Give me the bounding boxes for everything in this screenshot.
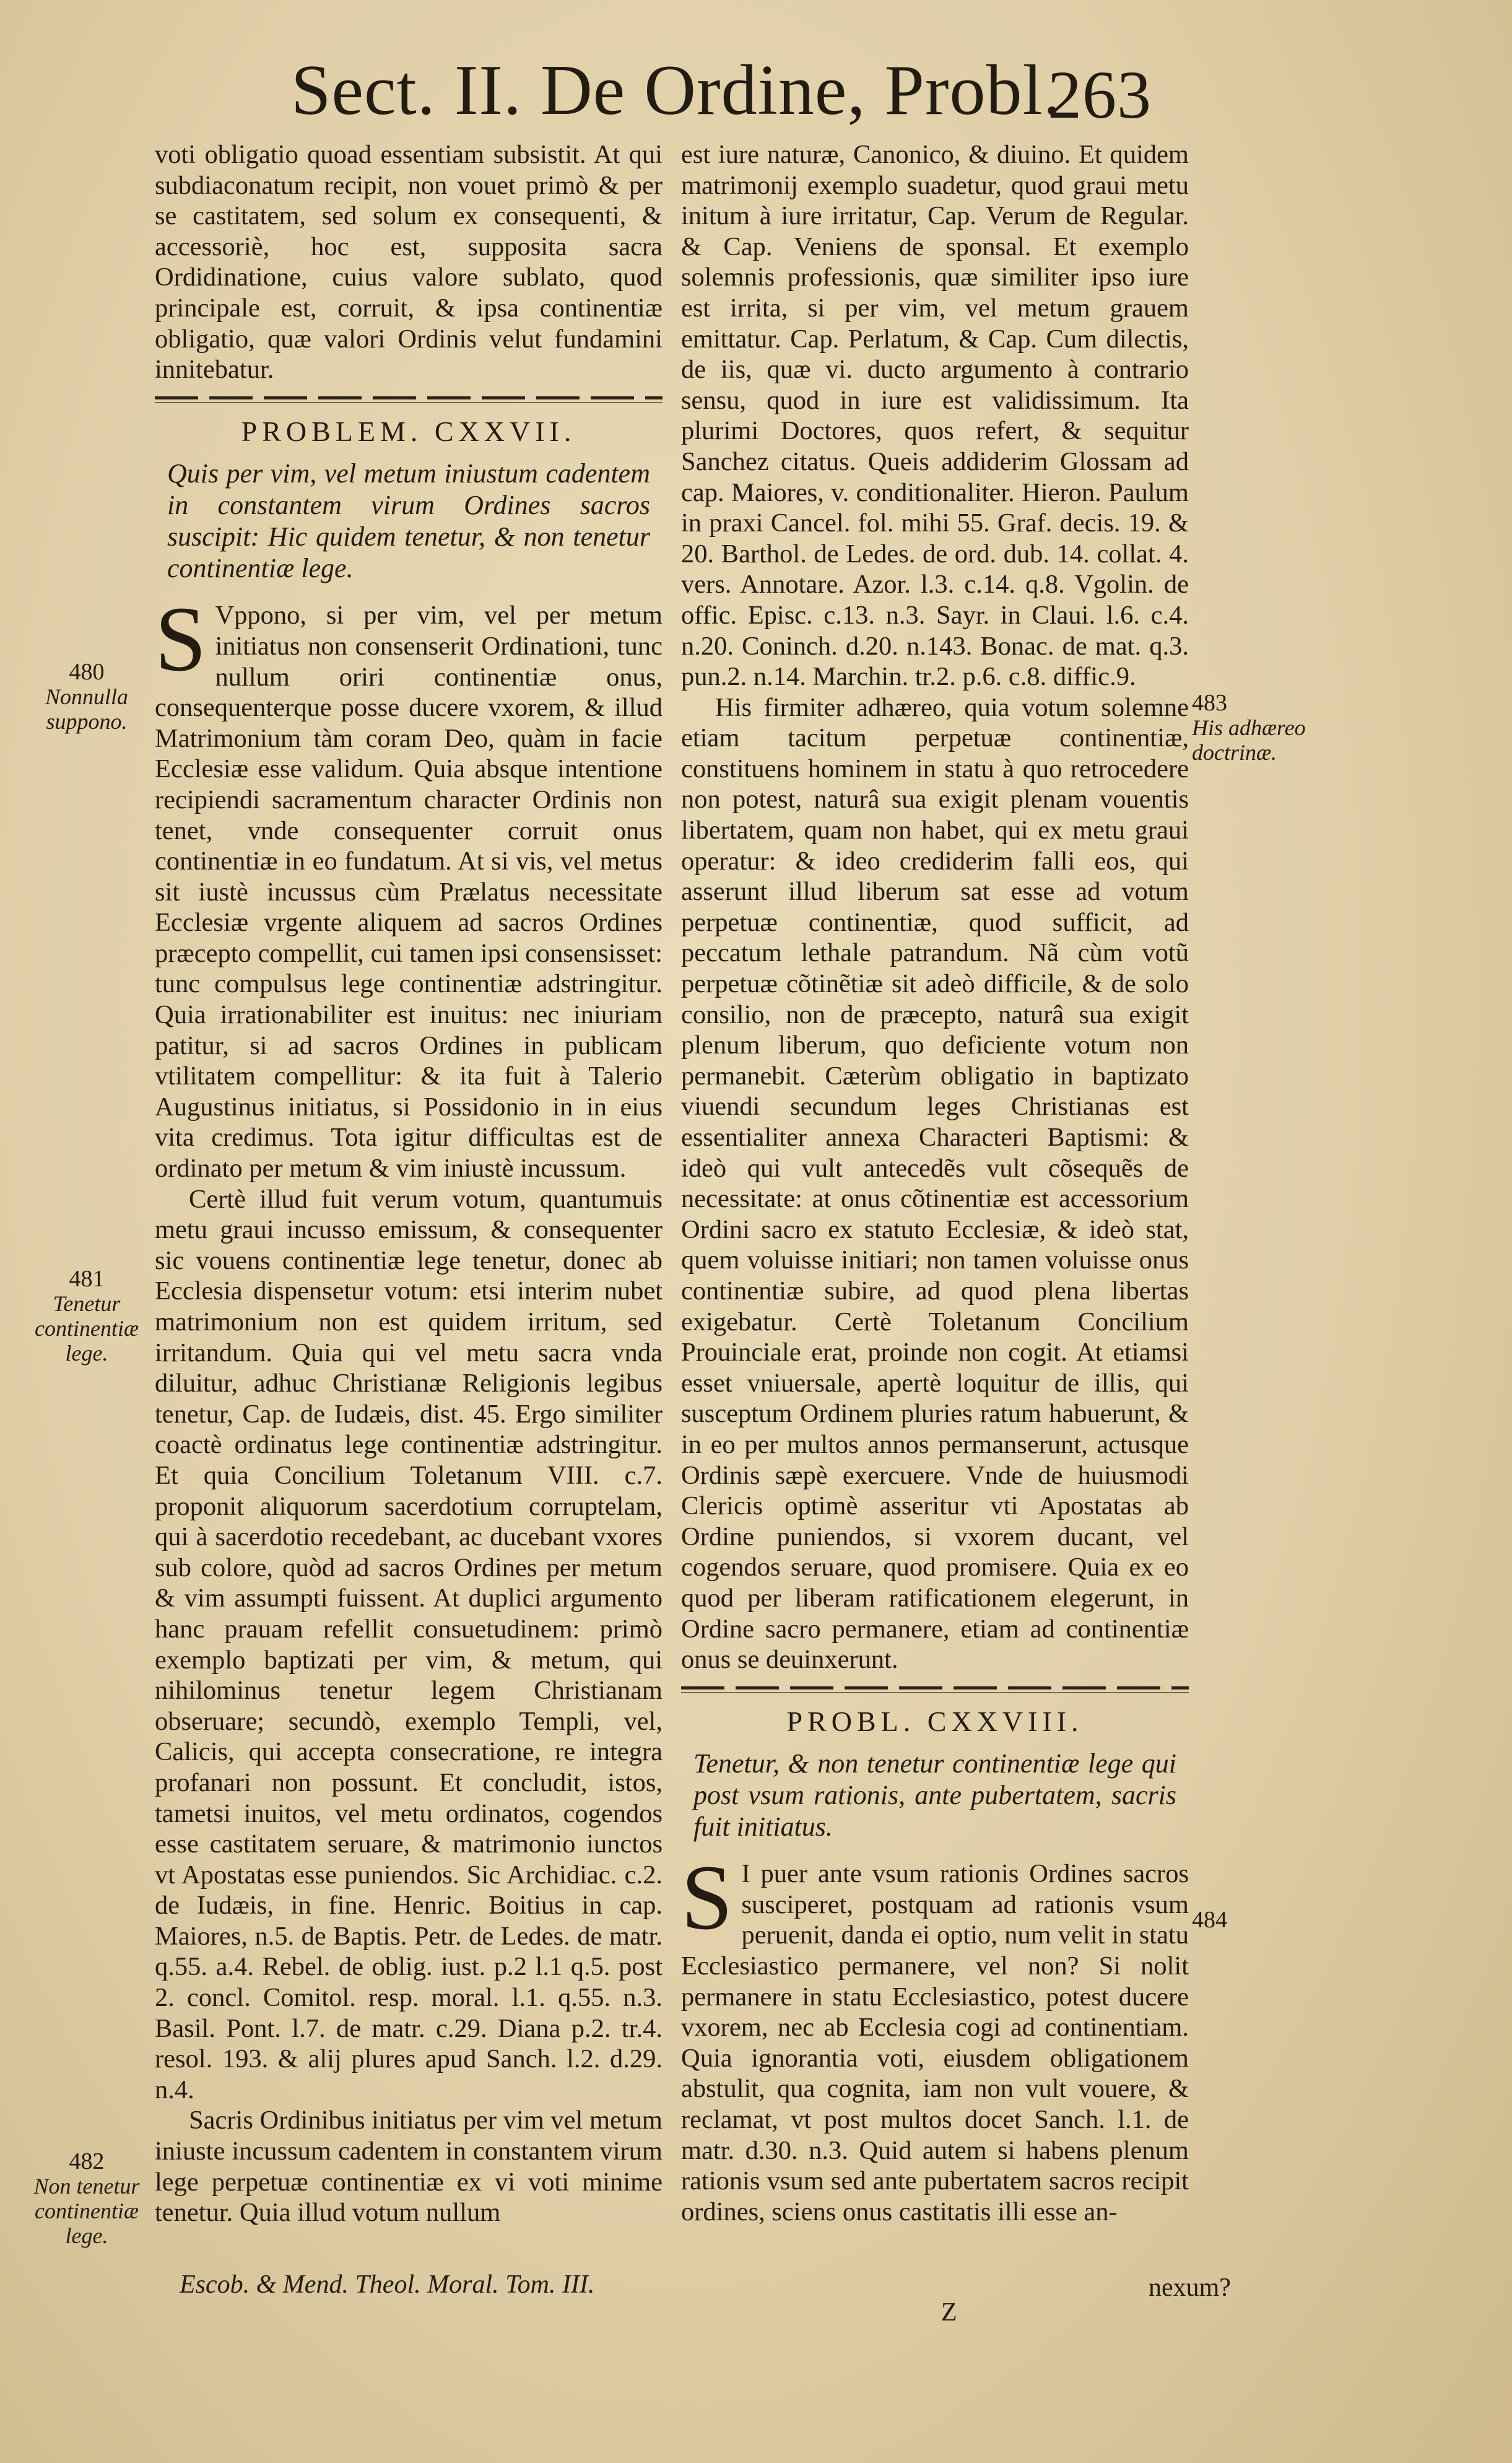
- margin-note-number: 481: [69, 1266, 105, 1292]
- margin-note-text: Nonnulla suppono.: [45, 684, 128, 734]
- left-column: [155, 139, 663, 2228]
- section-divider: [155, 391, 663, 406]
- margin-note-text: Non tenetur continentiæ lege.: [33, 2174, 140, 2248]
- drop-cap: S: [681, 1846, 733, 1950]
- margin-note: [25, 1266, 149, 1366]
- margin-note-text: His adhæreo doctrinæ.: [1192, 715, 1306, 765]
- footer-signature: Escob. & Mend. Theol. Moral. Tom. III.: [180, 2270, 595, 2299]
- drop-cap: S: [155, 588, 207, 691]
- margin-note-number: 482: [69, 2148, 105, 2174]
- running-head: [291, 37, 1195, 142]
- problem-summary: Tenetur, & non tenetur continentiæ lege qui post vsum rationis, ante pubertatem, sacris fuit initiatus.: [693, 1748, 1176, 1842]
- right-column: [681, 139, 1189, 2227]
- paragraph-continued: voti obligatio quoad essentiam subsistit. At qui subdiaconatum recipit, non vouet primò & per se castitatem, sed solum ex consequenti, & accessoriè, hoc est, supposita sacra Ordidinatione, cuius valore sublato, quod principale est, corruit, & ipsa continentiæ obligatio, quæ valori Ordinis velut fundamini innitebatur.: [155, 140, 663, 385]
- problem-summary: Quis per vim, vel metum iniustum cadentem in constantem virum Ordines sacros suscipit: Hic quidem tenetur, & non tenetur continentiæ lege.: [167, 458, 650, 584]
- problem-heading: PROBL. CXXVIII.: [786, 1705, 1084, 1737]
- paragraph-text: Vppono, si per vim, vel per metum initiatus non consenserit Ordinationi, tunc nullum oriri continentiæ onus, consequenterque posse ducere vxorem, & illud Matrimonium tàm coram Deo, quàm in facie Ecclesiæ esse validum. Quia absque intentione recipiendi sacramentum character Ordinis non tenet, vnde consequenter corruit onus continentiæ in eo fundatum. At si vis, vel metus sit iustè incussus cùm Prælatus necessitate Ecclesiæ vrgente aliquem ad sacros Ordines præcepto compellit, cui tamen ipsi consensisset: tunc compulsus lege continentiæ adstringitur. Quia irrationabiliter est inuitus: nec iniuriam patitur, si ad sacros Ordines in publicam vtilitatem compellitur: & ita fuit à Talerio Augustinus initiatus, si Possidonio in in eius vita credimus. Tota igitur difficultas est de ordinato per metum & vim iniustè incussum.: [155, 601, 663, 1184]
- paragraph: [155, 588, 663, 1184]
- running-head-title: Sect. II. De Ordine, Probl.: [291, 51, 1062, 130]
- paragraph-continued: est iure naturæ, Canonico, & diuino. Et quidem matrimonij exemplo suadetur, quod graui metu initum à iure irritatur, Cap. Verum de Regular. & Cap. Veniens de sponsal. Et exemplo solemnis professionis, quæ similiter ipso iure est irrita, si per vim, vel metum grauem emittatur. Cap. Perlatum, & Cap. Cum dilectis, de iis, quæ vi. ducto argumento à contrario sensu, quod in iure est validissimum. Ita plurimi Doctores, quos refert, & sequitur Sanchez citatus. Queis addiderim Glossam ad cap. Maiores, v. conditionaliter. Hieron. Paulum in praxi Cancel. fol. mihi 55. Graf. decis. 19. & 20. Barthol. de Ledes. de ord. dub. 14. collat. 4. vers. Annotare. Azor. l.3. c.14. q.8. Vgolin. de offic. Episc. c.13. n.3. Sayr. in Claui. l.6. c.4. n.20. Coninch. d.20. n.143. Bonac. de mat. q.3. pun.2. n.14. Marchin. tr.2. p.6. c.8. diffic.9.: [681, 140, 1189, 692]
- page-number: 263: [1048, 57, 1152, 133]
- margin-note: [25, 660, 149, 734]
- paragraph: His firmiter adhæreo, quia votum solemne etiam tacitum perpetuæ continentiæ, constituens hominem in statu à quo retrocedere non potest, naturâ sua exigit plenam vouentis libertatem, quam non habet, qui ex metu graui operatur: & ideo crediderim falli eos, qui asserunt illud liberum sat esse ad votum perpetuæ continentiæ, quod sufficit, ad peccatum lethale patrandum. Nã cùm votũ perpetuæ cõtinẽtiæ sit adeò difficile, & de solo consilio, non de præcepto, naturâ sua exigit plenum liberum, quo deficiente votum non permanebit. Cæterùm obligatio in baptizato viuendi secundum leges Christianas est essentialiter annexa Characteri Baptismi: & ideò qui vult antecedẽs vult cõsequẽs de necessitate: at onus cõtinentiæ est accessorium Ordini sacro ex statuto Ecclesiæ, & ideò stat, quem voluisse initiari; non tamen voluisse onus continentiæ subire, ad quod plena libertas exigebatur. Certè Toletanum Concilium Prouinciale erat, proinde non cogit. At etiamsi esset vniuersale, apertè loquitur de illis, qui susceptum Ordinem pluries ratum habuerunt, & in eo per multos annos permanserunt, actusque Ordinis sæpè exercuere. Vnde de huiusmodi Clericis optimè asseritur vti Apostatas ab Ordine puniendos, si vxorem ducant, vel cogendos seruare, quod promisere. Quia ex eo quod per liberam ratificationem elegerunt, in Ordine sacro permanere, etiam ad continentiæ onus se deuinxerunt.: [681, 692, 1189, 1675]
- margin-note: [1192, 1907, 1316, 1932]
- margin-note: [25, 2149, 149, 2248]
- catchword: nexum?: [1149, 2273, 1231, 2302]
- margin-note: [1192, 691, 1316, 765]
- margin-note-number: 483: [1192, 690, 1227, 716]
- paragraph: Certè illud fuit verum votum, quantumuis metu graui incusso emissum, & consequenter sic vouens continentiæ lege tenetur, donec ab Ecclesia dispensetur votum: etsi interim nubet matrimonium non est quidem irritum, sed irritandum. Quia qui vel metu sacra vnda diluitur, adhuc Christianæ Religionis legibus tenetur, Cap. de Iudæis, dist. 45. Ergo similiter coactè ordinatus lege continentiæ adstringitur. Et quia Concilium Toletanum VIII. c.7. proponit aliquorum sacerdotium corruptelam, qui à sacerdotio recedebant, ac ducebant vxores sub colore, quòd ad sacros Ordines per metum & vim assumpti fuissent. At duplici argumento hanc prauam refellit consuetudinem: primò exemplo baptizati per vim, & metum, qui nihilominus tenetur legem Christianam obseruare; secundò, exemplo Templi, vel, Calicis, qui accepta consecratione, re integra profanari non possunt. Et concludit, istos, tametsi inuitos, vel metu ordinatos, cogendos esse castitatem seruare, & matrimonio iunctos vt Apostatas esse puniendos. Sic Archidiac. c.2. de Iudæis, in fine. Henric. Boitius in cap. Maiores, n.5. de Baptis. Petr. de Ledes. de matr. q.55. a.4. Rebel. de oblig. iust. p.2 l.1 q.5. post 2. concl. Comitol. resp. moral. l.1. q.55. n.3. Basil. Pont. l.7. de matr. c.29. Diana p.2. tr.4. resol. 193. & alij plures apud Sanch. l.2. d.29. n.4.: [155, 1184, 663, 2104]
- problem-heading: PROBLEM. CXXVII.: [241, 415, 576, 447]
- section-divider: [681, 1681, 1189, 1696]
- margin-note-text: Tenetur continentiæ lege.: [35, 1291, 139, 1366]
- margin-note-number: 480: [69, 659, 105, 685]
- paragraph: Sacris Ordinibus initiatus per vim vel metum iniuste incussum cadentem in constantem virum lege perpetuæ continentiæ ex vi voti minime tenetur. Quia illud votum nullum: [155, 2106, 663, 2228]
- paragraph-text: I puer ante vsum rationis Ordines sacros susciperet, postquam ad rationis vsum peruenit, danda ei optio, num velit in statu Ecclesiastico permanere, vel non? Si nolit permanere in statu Ecclesiastico, potest ducere vxorem, nec ab Ecclesia cogi ad continentiam. Quia ignorantia voti, eiusdem obligationem abstulit, qua cognita, iam non vult vouere, & reclamat, vt post multos docet Sanch. l.1. de matr. d.30. n.3. Quid autem si habens plenum rationis vsum sed ante pubertatem sacros recipit ordines, sciens onus castitatis illi esse an-: [681, 1859, 1189, 2226]
- margin-note-number: 484: [1192, 1907, 1227, 1933]
- signature-mark: Z: [941, 2298, 957, 2327]
- paragraph: [681, 1846, 1189, 2227]
